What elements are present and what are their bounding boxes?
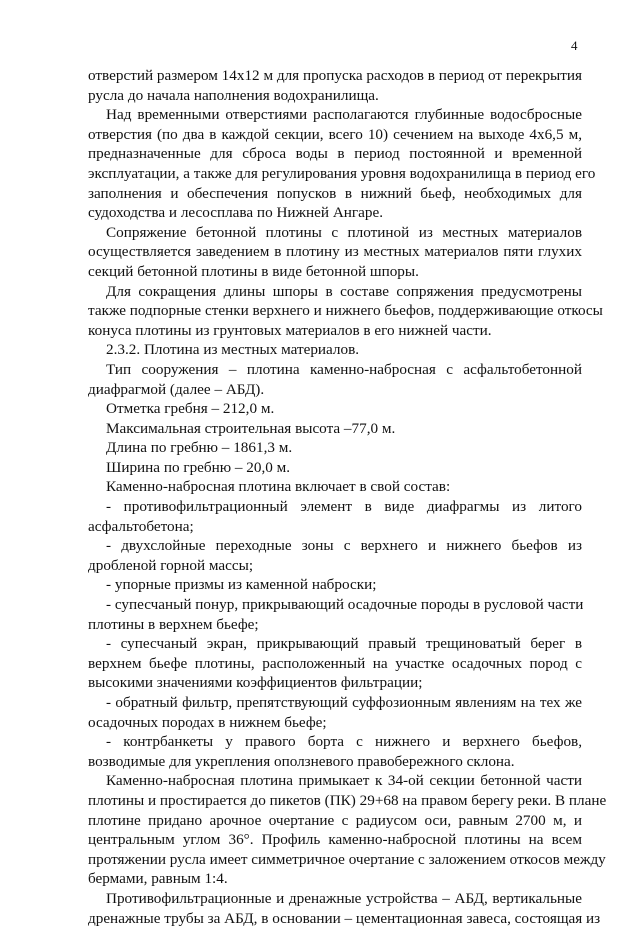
text-line: 2.3.2. Плотина из местных материалов. xyxy=(106,341,360,359)
text-line: конуса плотины из грунтовых материалов в его нижней части. xyxy=(88,321,492,339)
text-line: предназначенные для сброса воды в период постоянной и временной xyxy=(88,145,582,163)
text-line: - супесчаный экран, прикрывающий правый трещиноватый берег в xyxy=(106,635,582,653)
text-line: также подпорные стенки верхнего и нижнего бьефов, поддерживающие откосы xyxy=(88,302,603,320)
page-number: 4 xyxy=(571,38,578,53)
text-line: дробленой горной массы; xyxy=(88,556,254,574)
text-line: Каменно-набросная плотина примыкает к 34-ой секции бетонной части xyxy=(106,772,582,790)
text-line: верхнем бьефе плотины, расположенный на участке осадочных пород с xyxy=(88,654,582,672)
text-line: Ширина по гребню – 20,0 м. xyxy=(106,458,291,476)
text-line: диафрагмой (далее – АБД). xyxy=(88,380,265,398)
text-line: отверстий размером 14х12 м для пропуска расходов в период от перекрытия xyxy=(88,67,582,84)
text-line: - супесчаный понур, прикрывающий осадочные породы в русловой части xyxy=(106,596,584,614)
text-line: отверстия (по два в каждой секции, всего 10) сечением на выходе 4х6,5 м, xyxy=(88,125,582,143)
text-line: судоходства и лесосплава по Нижней Ангаре. xyxy=(88,204,384,222)
text-line: высокими значениями коэффициентов фильтрации; xyxy=(88,674,423,692)
text-line: плотины и простирается до пикетов (ПК) 29+68 на правом берегу реки. В плане xyxy=(88,791,607,809)
text-line: плотины в верхнем бьефе; xyxy=(88,615,259,633)
text-line: эксплуатации, а также для регулирования уровня водохранилища в период его xyxy=(88,164,596,182)
text-line: Максимальная строительная высота –77,0 м. xyxy=(106,419,396,437)
document-body xyxy=(88,66,607,928)
text-line: асфальтобетона; xyxy=(88,517,194,535)
text-line: возводимые для укрепления оползневого правобережного склона. xyxy=(88,752,515,770)
text-line: Над временными отверстиями располагаются глубинные водосбросные xyxy=(106,106,582,124)
text-line: протяжении русла имеет симметричное очертание с заложением откосов между xyxy=(88,850,606,868)
text-line: русла до начала наполнения водохранилища. xyxy=(88,86,379,104)
text-line: центральным углом 36°. Профиль каменно-набросной плотины на всем xyxy=(88,831,582,849)
text-line: Отметка гребня – 212,0 м. xyxy=(106,400,275,418)
text-line: Сопряжение бетонной плотины с плотиной из местных материалов xyxy=(106,223,582,241)
text-line: Тип сооружения – плотина каменно-набросная с асфальтобетонной xyxy=(106,360,582,378)
text-line: Каменно-набросная плотина включает в свой состав: xyxy=(106,478,451,496)
text-line: - противофильтрационный элемент в виде диафрагмы из литого xyxy=(106,498,582,516)
text-line: осуществляется заведением в плотину из местных материалов пяти глухих xyxy=(88,243,582,261)
text-line: - обратный фильтр, препятствующий суффозионным явлениям на тех же xyxy=(106,694,582,711)
text-line: - контрбанкеты у правого борта с нижнего и верхнего бьефов, xyxy=(106,733,582,751)
text-line: - упорные призмы из каменной наброски; xyxy=(106,576,377,594)
text-line: - двухслойные переходные зоны с верхнего и нижнего бьефов из xyxy=(106,537,582,555)
text-line: Противофильтрационные и дренажные устройства – АБД, вертикальные xyxy=(106,889,582,907)
text-line: осадочных породах в нижнем бьефе; xyxy=(88,713,327,731)
text-line: секций бетонной плотины в виде бетонной шпоры. xyxy=(88,262,419,280)
text-line: дренажные трубы за АБД, в основании – цементационная завеса, состоящая из xyxy=(88,909,601,927)
text-line: бермами, равным 1:4. xyxy=(88,870,228,888)
text-line: Длина по гребню – 1861,3 м. xyxy=(106,439,293,457)
text-line: Для сокращения длины шпоры в составе сопряжения предусмотрены xyxy=(106,282,582,300)
text-line: плотине придано арочное очертание с радиусом оси, равным 2700 м, и xyxy=(88,811,582,829)
text-line: заполнения и обеспечения попусков в нижний бьеф, необходимых для xyxy=(88,184,582,202)
